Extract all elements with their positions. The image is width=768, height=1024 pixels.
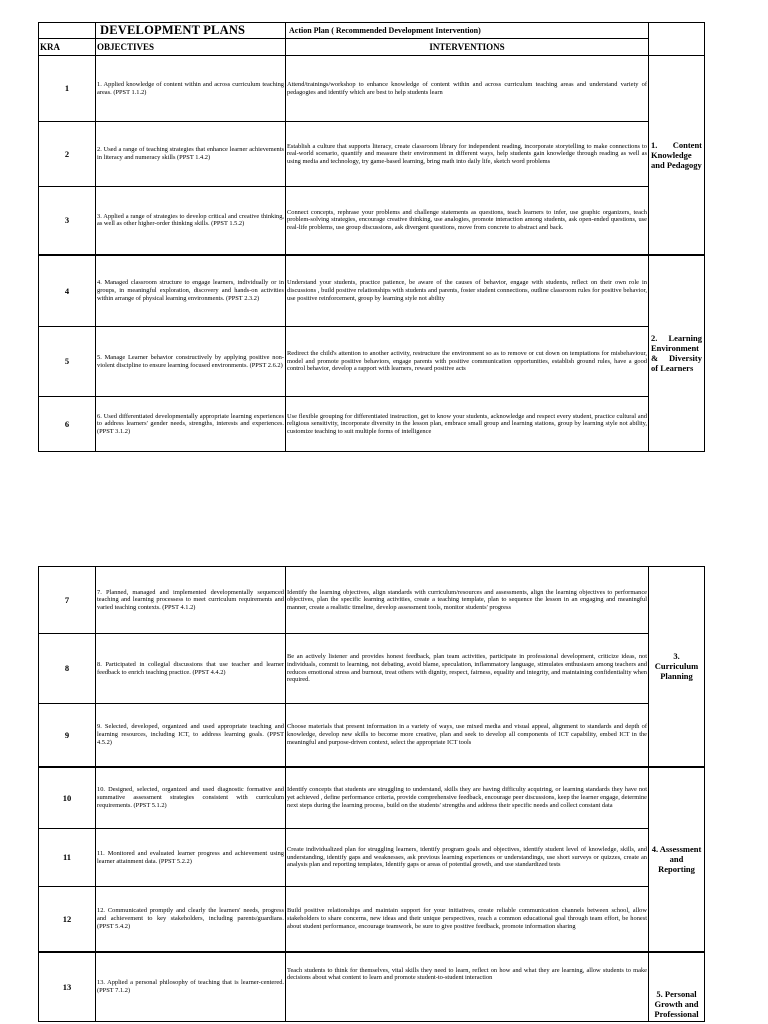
kra-number: 2	[39, 122, 96, 187]
kra-number: 4	[39, 255, 96, 327]
objective-text: 6. Used differentiated developmentally appropriate learning experiences to address learners' gender needs, strengths, interests and experiences.(PPST 3.1.2)	[96, 397, 286, 452]
kra-number: 1	[39, 56, 96, 122]
objective-text: 5. Manage Learner behavior constructively by applying positive non-violent discipline to ensure learning focused environments. (PPST 2.6.2)	[96, 327, 286, 397]
intervention-text: Teach students to think for themselves, vital skills they need to learn, reflect on how and what they are learning, allow students to make decisions about what content to learn and promote student-to-student interaction	[286, 952, 649, 1022]
header-area-blank	[649, 23, 705, 56]
kra-number: 3	[39, 187, 96, 255]
kra-number: 9	[39, 704, 96, 767]
intervention-text: Establish a culture that supports literacy, create classroom library for independent reading, incorporate storytelling to make connections to real-world scenario, quantify and measure their environment in different ways, help students gain knowledge through reading as well as using media and technology, try game-based learning, bring math into daily life, sketch word problems	[286, 122, 649, 187]
kra-number: 11	[39, 829, 96, 887]
area-assessment-reporting: 4. Assessment and Reporting	[649, 767, 705, 952]
action-plan-heading: Action Plan ( Recommended Development Intervention)	[286, 23, 649, 39]
table-row	[39, 397, 705, 452]
development-plan-table-page1	[38, 22, 705, 452]
table-row	[39, 767, 705, 829]
table-row	[39, 187, 705, 255]
objective-text: 12. Communicated promptly and clearly the learners' needs, progress and achievement to key stakeholders, including parents/guardians. (PPST 5.4.2)	[96, 887, 286, 952]
area-personal-growth: 5. Personal Growth and Professional	[649, 952, 705, 1022]
intervention-text: Build positive relationships and maintain support for your initiatives, create reliable communication channels between school, allow stakeholders to share concerns, new ideas and their unique perspectives, reach a common educational goal through team effort, be honest about student performance, encourage teamwork, be sure to give positive feedback, promote information sharing	[286, 887, 649, 952]
objective-text: 8. Participated in collegial discussions that use teacher and learner feedback to enrich teaching practice. (PPST 4.4.2)	[96, 634, 286, 704]
table-row	[39, 255, 705, 327]
kra-number: 10	[39, 767, 96, 829]
intervention-text: Choose materials that present information in a variety of ways, use mixed media and visual appeal, alignment to standards and depth of knowledge, develop new skills to become more creative, plan and seek to develop all components of ICT capability, embed ICT in the meaningful and purpose-driven context, select the appropriate ICT tools	[286, 704, 649, 767]
table-row	[39, 567, 705, 634]
table-row	[39, 704, 705, 767]
col-kra-header: KRA	[39, 39, 96, 56]
intervention-text: Be an actively listener and provides honest feedback, plan team activities, participate in professional development, criticize ideas, not individuals, commit to learning, not debating, avoid blame, speculation, inflammatory language, stimulates enthusiasm among teachers and reduces emotional stress and burnout, treat others with dignity, respect, fairness, equality and integrity, and maintaining confidentiality when required.	[286, 634, 649, 704]
objective-text: 2. Used a range of teaching strategies that enhance learner achievements in literacy and numeracy skills (PPST 1.4.2)	[96, 122, 286, 187]
objective-text: 1. Applied knowledge of content within and across curriculum teaching areas. (PPST 1.1.2)	[96, 56, 286, 122]
intervention-text: Connect concepts, rephrase your problems and challenge statements as questions, teach learners to infer, use graphic organizers, teach problem-solving strategies, encourage creative thinking, use analogies, promote interaction among students, ask open-ended questions, use real-life problems, use group discussions, ask divergent questions, move from concrete to abstract and back.	[286, 187, 649, 255]
header-blank	[39, 23, 96, 39]
intervention-text: Identify the learning objectives, align standards with curriculum/resources and assessments, align the learning objectives to performance objectives, plan the specific learning activities, create a teaching template, plan to sequence the lesson in an engaging and meaningful manner, create a realistic timeline, develop assessment tools, monitor students' progress	[286, 567, 649, 634]
objective-text: 9. Selected, developed, organized and used appropriate teaching and learning resources, including ICT, to address learning goals. (PPST 4.5.2)	[96, 704, 286, 767]
table-row	[39, 327, 705, 397]
objective-text: 3. Applied a range of strategies to develop critical and creative thinking, as well as other higher-order thinking skills. (PPST 1.5.2)	[96, 187, 286, 255]
objective-text: 13. Applied a personal philosophy of teaching that is learner-centered. (PPST 7.1.2)	[96, 952, 286, 1022]
kra-number: 8	[39, 634, 96, 704]
kra-number: 13	[39, 952, 96, 1022]
kra-number: 5	[39, 327, 96, 397]
table-row	[39, 56, 705, 122]
objective-text: 7. Planned, managed and implemented developmentally sequenced teaching and learning processess to meet curriculum requirements and varied teaching contexts. (PPST 4.1.2)	[96, 567, 286, 634]
col-objectives-header: OBJECTIVES	[96, 39, 286, 56]
kra-number: 12	[39, 887, 96, 952]
table-row	[39, 122, 705, 187]
table-row	[39, 952, 705, 1022]
objective-text: 10. Designed, selected, organized and used diagnostic formative and summative assessment strategies consistent with curriculum requirements. (PPST 5.1.2)	[96, 767, 286, 829]
page-title: DEVELOPMENT PLANS	[96, 23, 286, 39]
development-plan-table-page2	[38, 566, 705, 1022]
table-row	[39, 829, 705, 887]
table-row	[39, 887, 705, 952]
area-content-knowledge: 1. Content Knowledge and Pedagogy	[649, 56, 705, 255]
intervention-text: Understand your students, practice patience, be aware of the causes of behavior, engage with students, reflect on their own role in discussions , build positive relationships with students and parents, foster student connections, outline classroom rules for positive behavior, use positive reinforcement, group by learning style not ability	[286, 255, 649, 327]
intervention-text: Identify concepts that students are struggling to understand, skills they are having difficulty acquiring, or learning standards they have not yet achieved , define performance criteria, provide comprehensive feedback, encourage peer discussions, keep the learner engage, determine next steps during the learning process, build on the students' strengths and address their specific needs and collect constant data	[286, 767, 649, 829]
col-interventions-header: INTERVENTIONS	[286, 39, 649, 56]
intervention-text: Use flexible grouping for differentiated instruction, get to know your students, acknowledge and respect every student, practice cultural and religious sensitivity, incorporate diversity in the lesson plan, embrace small group and learning stations, group by learning style not ability, customize teaching to suit multiple forms of intelligence	[286, 397, 649, 452]
area-curriculum-planning: 3. Curriculum Planning	[649, 567, 705, 767]
kra-number: 7	[39, 567, 96, 634]
table-row	[39, 634, 705, 704]
intervention-text: Attend/trainings/workshop to enhance knowledge of content within and across curriculum teaching areas and understand variety of pedagogies and identify which are best to help students learn	[286, 56, 649, 122]
intervention-text: Redirect the child's attention to another activity, restructure the environment so as to remove or cut down on temptations for misbehaviour, model and promote positive behaviors, engage parents with positive communication opportunities, establish ground rules, have a good control behavior, develop a rapport with learners, reward positive acts	[286, 327, 649, 397]
objective-text: 4. Managed classroom structure to engage learners, individually or in groups, in meaningful exploration, discovery and hands-on activities within arrange of physical learning environments. (PPST 2.3.2)	[96, 255, 286, 327]
objective-text: 11. Monitored and evaluated learner progress and achievement using learner attainment data. (PPST 5.2.2)	[96, 829, 286, 887]
intervention-text: Create individualized plan for struggling learners, identify program goals and objectives, identify student level of knowledge, skills, and understanding, identify gaps and weaknesses, ask previous learning experiences or understandings, use short surveys or quizzes, create an analysis plan and reporting templates, Identify gaps or areas of potential growth, and use standardized tests	[286, 829, 649, 887]
kra-number: 6	[39, 397, 96, 452]
area-learning-environment: 2. Learning Environment & Diversity of Learners	[649, 255, 705, 452]
